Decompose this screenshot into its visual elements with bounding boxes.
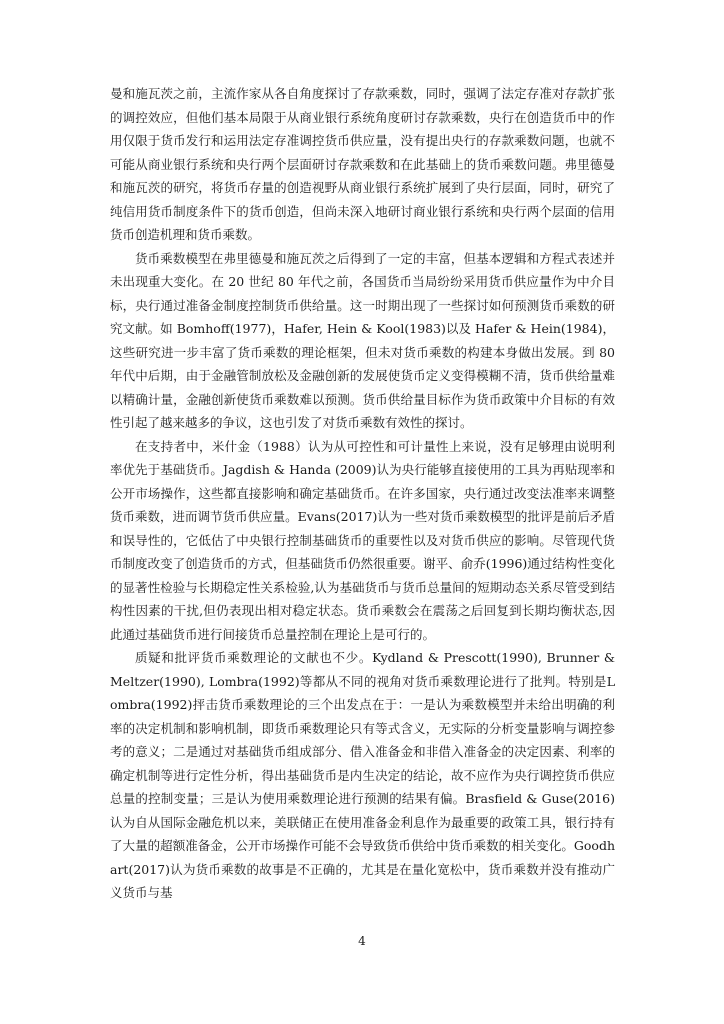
paragraph-supporters: 在支持者中，米什金（1988）认为从可控性和可计量性上来说，没有足够理由说明利率优先于基础货币。Jagdish & Handa (2009)认为央行能够直接使用的工具为再贴现率和公开市场操作，这些都直接影响和确定基础货币。在许多国家，央行通过改变法准率来调整货币乘数，进而调节货币供应量。Evans(2017)认为一些对货币乘数模型的批评是前后矛盾和误导性的，它低估了中央银行控制基础货币的重要性以及对货币供应的影响。尽管现代货币制度改变了创造货币的方式，但基础货币仍然很重要。谢平、俞乔(1996)通过结构性变化的显著性检验与长期稳定性关系检验,认为基础货币与货币总量间的短期动态关系尽管受到结构性因素的干扰,但仍表现出相对稳定状态。货币乘数会在震荡之后回复到长期均衡状态,因此通过基础货币进行间接货币总量控制在理论上是可行的。 <box>110 438 615 642</box>
paragraph-critics: 质疑和批评货币乘数理论的文献也不少。Kydland & Prescott(1990), Brunner & Meltzer(1990), Lombra(1992)等都从不同的视角对货币乘数理论进行了批判。特别是Lombra(1992)抨击货币乘数理论的三个出发点在于：一是认为乘数模型并未给出明确的利率的决定机制和影响机制，即货币乘数理论只有等式含义，无实际的分析变量影响与调控参考的意义；二是通过对基础货币组成部分、借入准备金和非借入准备金的决定因素、利率的确定机制等进行定性分析，得出基础货币是内生决定的结论，故不应作为央行调控货币供应总量的控制变量；三是认为使用乘数理论进行预测的结果有偏。Brasfield & Guse(2016)认为自从国际金融危机以来，美联储正在使用准备金利息作为最重要的政策工具，银行持有了大量的超额准备金，公开市场操作可能不会导致货币供给中货币乘数的相关变化。Goodhart(2017)认为货币乘数的故事是不正确的，尤其是在量化宽松中，货币乘数并没有推动广义货币与基 <box>110 650 615 900</box>
paragraph-continued: 曼和施瓦茨之前，主流作家从各自角度探讨了存款乘数，同时，强调了法定存准对存款扩张的调控效应，但他们基本局限于从商业银行系统角度研讨存款乘数，央行在创造货币中的作用仅限于货币发行和运用法定存准调控货币供应量，没有提出央行的存款乘数问题，也就不可能从商业银行系统和央行两个层面研讨存款乘数和在此基础上的货币乘数问题。弗里德曼和施瓦茨的研究，将货币存量的创造视野从商业银行系统扩展到了央行层面，同时，研究了纯信用货币制度条件下的货币创造，但尚未深入地研讨商业银行系统和央行两个层面的信用货币创造机理和货币乘数。 <box>110 86 615 242</box>
body-text <box>110 82 615 905</box>
paragraph-money-multiplier-model: 货币乘数模型在弗里德曼和施瓦茨之后得到了一定的丰富，但基本逻辑和方程式表述并未出现重大变化。在 20 世纪 80 年代之前，各国货币当局纷纷采用货币供应量作为中介目标，央行通过准备金制度控制货币供给量。这一时期出现了一些探讨如何预测货币乘数的研究文献。如 Bomhoff(1977)，Hafer, Hein & Kool(1983)以及 Hafer & Hein(1984)，这些研究进一步丰富了货币乘数的理论框架，但未对货币乘数的构建本身做出发展。到 80 年代中后期，由于金融管制放松及金融创新的发展使货币定义变得模糊不清，货币供给量难以精确计量，金融创新使货币乘数难以预测。货币供给量目标作为货币政策中介目标的有效性引起了越来越多的争议，这也引发了对货币乘数有效性的探讨。 <box>110 250 615 430</box>
page-number: 4 <box>358 934 366 948</box>
